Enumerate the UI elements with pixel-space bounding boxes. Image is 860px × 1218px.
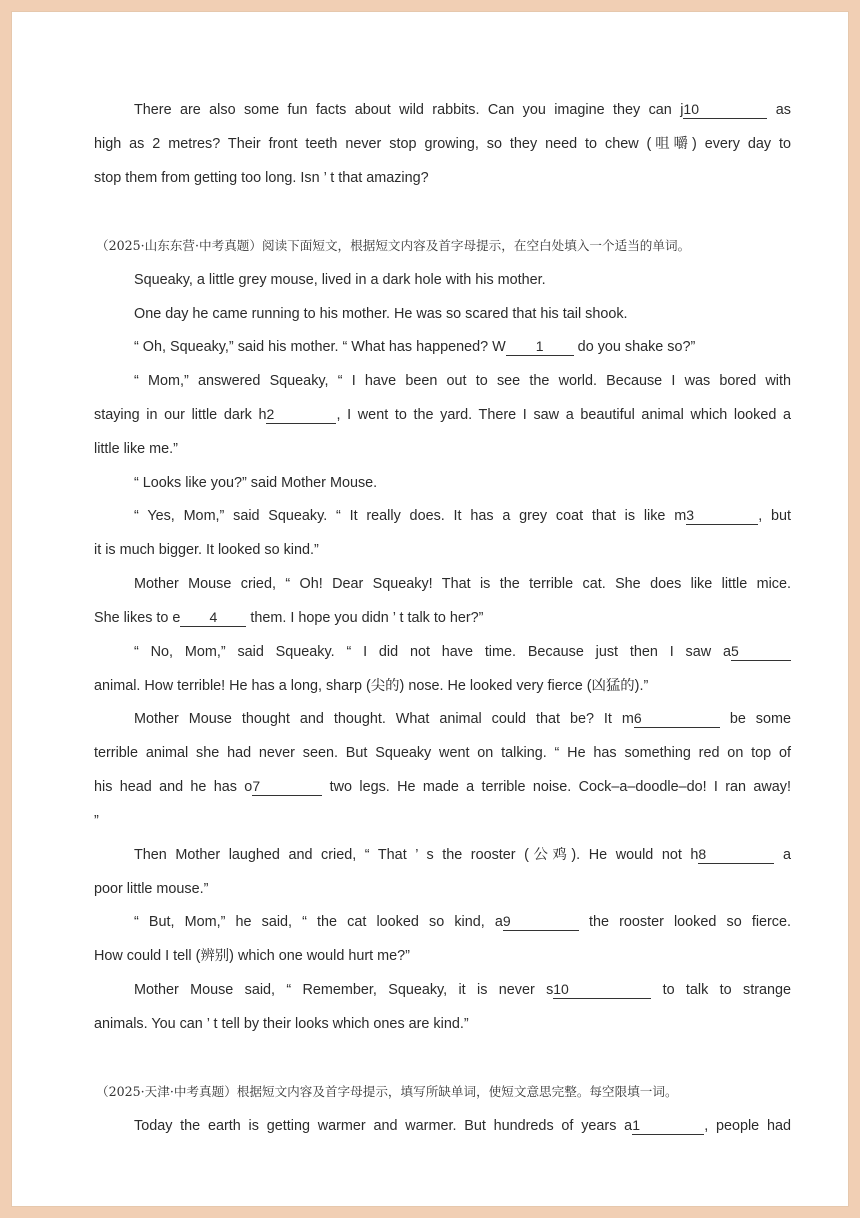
passage2-line-9: it is much bigger. It looked so kind.” <box>94 542 319 558</box>
passage3-line-1: Today the earth is getting warmer and warmer. But hundreds of years a1 , people had <box>134 1117 791 1134</box>
blank-8[interactable]: 8 <box>698 846 774 864</box>
blank-3[interactable]: 3 <box>686 507 758 525</box>
passage2-line-18: Then Mother laughed and cried, “ That ’ s the rooster (公鸡). He would not h8 a <box>134 846 791 863</box>
passage2-heading: （2025·山东东营·中考真题）阅读下面短文，根据短文内容及首字母提示，在空白处填入一个适当的单词。 <box>96 238 691 253</box>
blank-7[interactable]: 7 <box>252 778 322 796</box>
passage2-line-19: poor little mouse.” <box>94 881 209 897</box>
passage2-line-8: “ Yes, Mom,” said Squeaky. “ It really does. It has a grey coat that is like m3 , but <box>134 507 791 524</box>
passage2-line-22: Mother Mouse said, “ Remember, Squeaky, it is never s10 to talk to strange <box>134 981 791 998</box>
passage2-line-12: “ No, Mom,” said Squeaky. “ I did not have time. Because just then I saw a5 <box>134 642 791 662</box>
blank-2[interactable]: 2 <box>266 406 336 424</box>
blank-1b[interactable]: 1 <box>632 1117 704 1135</box>
passage2-line-1: Squeaky, a little grey mouse, lived in a dark hole with his mother. <box>134 272 546 288</box>
document-page <box>11 11 849 1207</box>
passage2-line-4: “ Mom,” answered Squeaky, “ I have been out to see the world. Because I was bored with <box>134 373 791 389</box>
blank-5[interactable]: 5 <box>731 643 791 661</box>
passage2-line-5: staying in our little dark h2 , I went to the yard. There I saw a beautiful animal which looked a <box>94 406 791 423</box>
passage1-line-2: high as 2 metres? Their front teeth never stop growing, so they need to chew (咀嚼) every day to <box>94 136 791 152</box>
blank-9[interactable]: 9 <box>503 913 579 931</box>
passage1-line-3: stop them from getting too long. Isn ’ t that amazing? <box>94 170 429 186</box>
blank-10[interactable]: 10 <box>683 101 767 119</box>
passage2-line-15: terrible animal she had never seen. But Squeaky went on talking. “ He has something red on top of <box>94 745 791 761</box>
passage2-line-2: One day he came running to his mother. He was so scared that his tail shook. <box>134 306 628 322</box>
passage2-line-3: “ Oh, Squeaky,” said his mother. “ What has happened? W 1 do you shake so?” <box>134 338 696 355</box>
passage2-line-10: Mother Mouse cried, “ Oh! Dear Squeaky! That is the terrible cat. She does like little mice. <box>134 576 791 592</box>
passage2-line-23: animals. You can ’ t tell by their looks which ones are kind.” <box>94 1016 469 1032</box>
passage2-line-6: little like me.” <box>94 441 178 457</box>
passage2-line-17: ” <box>94 813 99 829</box>
passage2-line-20: “ But, Mom,” he said, “ the cat looked so kind, a9 the rooster looked so fierce. <box>134 913 792 930</box>
passage3-heading: （2025·天津·中考真题）根据短文内容及首字母提示，填写所缺单词，使短文意思完整。每空限填一词。 <box>96 1084 678 1099</box>
blank-6[interactable]: 6 <box>634 710 720 728</box>
passage2-line-21: How could I tell (辨别) which one would hurt me?” <box>94 948 410 964</box>
passage2-line-14: Mother Mouse thought and thought. What animal could that be? It m6 be some <box>134 710 791 727</box>
passage1-line-1: There are also some fun facts about wild rabbits. Can you imagine they can j10 as <box>134 101 791 118</box>
blank-1[interactable]: 1 <box>506 338 574 356</box>
passage2-line-16: his head and he has o7 two legs. He made a terrible noise. Cock–a–doodle–do! I ran away! <box>94 778 791 795</box>
blank-10b[interactable]: 10 <box>553 981 651 999</box>
passage2-line-13: animal. How terrible! He has a long, sharp (尖的) nose. He looked very fierce (凶猛的).” <box>94 678 649 694</box>
blank-4[interactable]: 4 <box>180 609 246 627</box>
passage2-line-7: “ Looks like you?” said Mother Mouse. <box>134 475 378 491</box>
passage2-line-11: She likes to e 4 them. I hope you didn ’ t talk to her?” <box>94 609 484 626</box>
